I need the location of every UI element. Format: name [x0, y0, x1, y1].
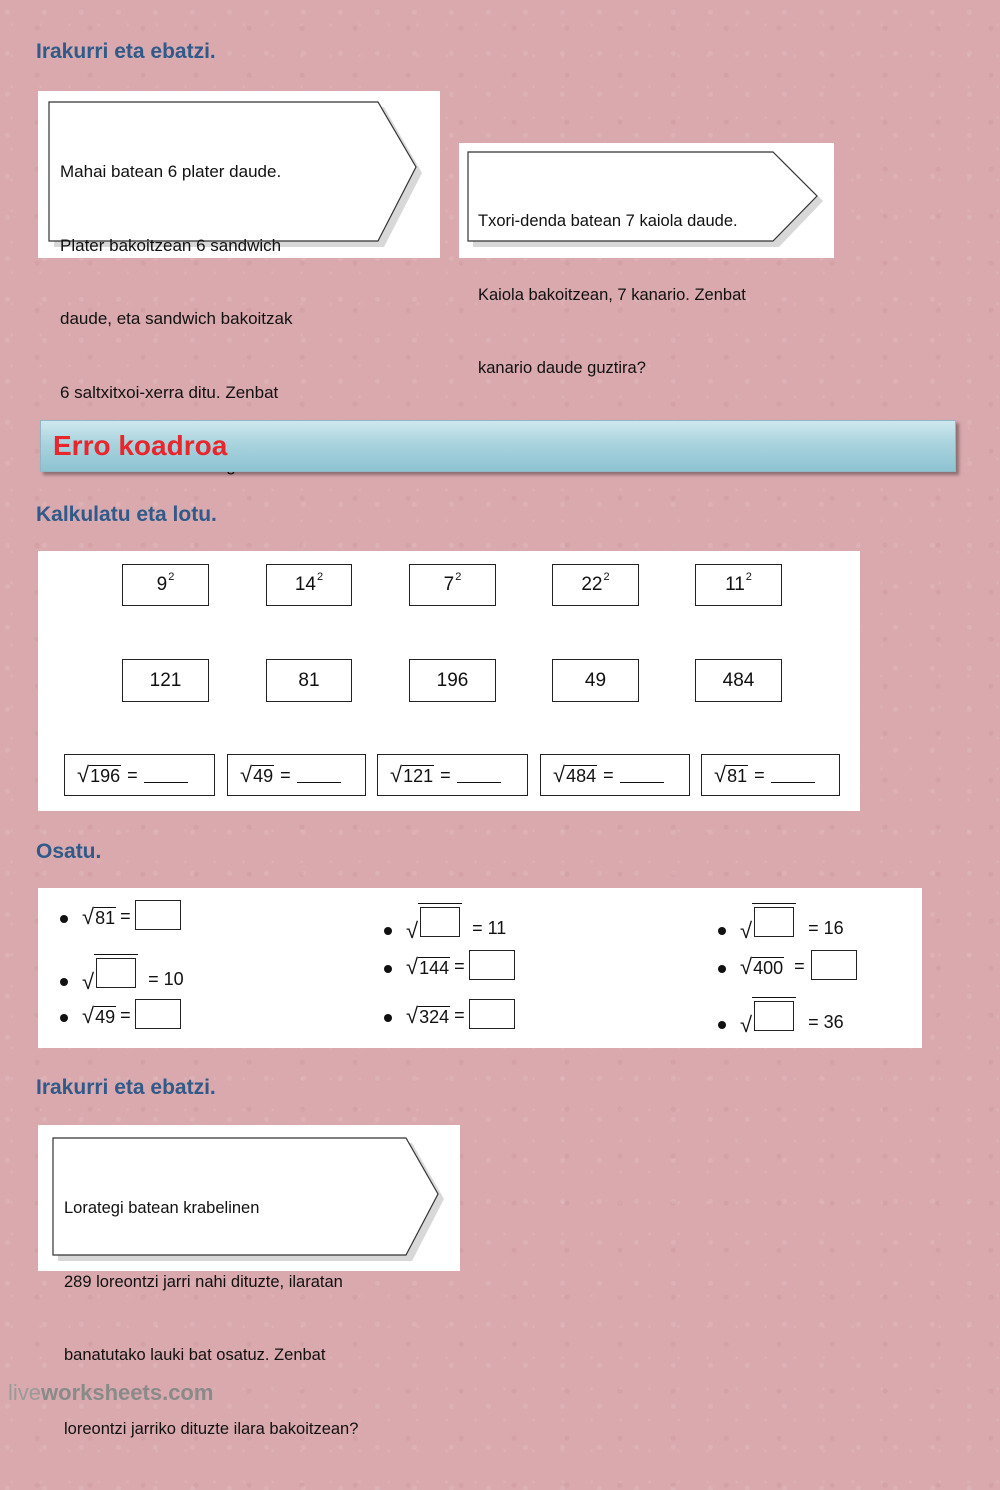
power-exponent: 2 [455, 571, 462, 583]
result-box[interactable]: 196 [409, 659, 496, 702]
exercise-item [60, 954, 184, 993]
equation-result: = 11 [472, 918, 507, 938]
radical [82, 904, 116, 930]
problem-3-line: Lorategi batean krabelinen [64, 1199, 260, 1217]
sqrt-icon: √ [82, 1003, 95, 1028]
problem-3-line: banatutako lauki bat osatuz. Zenbat [64, 1346, 326, 1364]
problem-2-text [478, 160, 746, 430]
problem-card-1 [38, 91, 440, 402]
radicand: 49 [95, 1007, 116, 1027]
power-base: 14 [294, 574, 316, 595]
bullet-icon [60, 1014, 68, 1022]
bullet-icon [718, 1021, 726, 1029]
radicand: 196 [90, 766, 121, 786]
radical [740, 903, 796, 942]
equals-sign: = [280, 764, 291, 785]
radical [553, 762, 597, 788]
radical [82, 954, 138, 993]
radicand-slot [94, 954, 138, 993]
sqrt-icon: √ [740, 918, 753, 943]
bullet-icon [718, 927, 726, 935]
radical [390, 762, 434, 788]
radicand: 121 [403, 766, 434, 786]
sqrt-icon: √ [406, 918, 419, 943]
sqrt-icon: √ [740, 1012, 753, 1037]
power-base: 9 [156, 574, 168, 595]
power-exponent: 2 [745, 571, 752, 583]
problem-3-text [64, 1147, 358, 1490]
section-heading-read-solve-2: Irakurri eta ebatzi. [36, 1076, 216, 1099]
sqrt-icon: √ [406, 1003, 419, 1028]
power-box[interactable] [695, 564, 782, 606]
radicand-slot [418, 903, 462, 942]
power-exponent: 2 [317, 571, 324, 583]
equation-result: = 10 [148, 969, 184, 989]
radical [406, 1003, 450, 1029]
root-box[interactable] [701, 754, 840, 796]
exercise-item [384, 999, 515, 1029]
radicand-slot [752, 997, 796, 1036]
logo-bold-text: worksheets [41, 1380, 163, 1405]
root-box[interactable] [377, 754, 528, 796]
section-banner [40, 420, 956, 472]
result-box[interactable]: 121 [122, 659, 209, 702]
equals-sign: = [127, 764, 138, 785]
radicand: 81 [95, 908, 116, 928]
power-base: 7 [443, 574, 455, 595]
equals-sign: = [603, 764, 614, 785]
radical [714, 762, 748, 788]
answer-blank[interactable] [144, 768, 188, 783]
sqrt-icon: √ [406, 954, 419, 979]
problem-1-line: 6 saltxitxoi-xerra ditu. Zenbat [60, 382, 279, 402]
equals-sign: = [120, 906, 131, 926]
radicand: 81 [727, 766, 748, 786]
result-box[interactable]: 49 [552, 659, 639, 702]
bullet-icon [60, 978, 68, 986]
answer-blank[interactable] [771, 768, 815, 783]
radicand-slot [752, 903, 796, 942]
logo-suffix-text: .com [162, 1380, 214, 1405]
radical [77, 762, 121, 788]
radical [82, 1003, 116, 1029]
bullet-icon [384, 965, 392, 973]
answer-input[interactable] [135, 900, 181, 930]
radicand: 400 [753, 958, 784, 978]
exercise-item [718, 950, 857, 980]
exercise-item [384, 950, 515, 980]
exercise-item [60, 900, 181, 930]
bullet-icon [384, 927, 392, 935]
power-base: 11 [725, 574, 745, 595]
sqrt-icon: √ [553, 762, 566, 787]
section-heading-complete: Osatu. [36, 840, 102, 863]
equals-sign: = [120, 1005, 131, 1025]
radicand: 144 [419, 958, 450, 978]
root-box[interactable] [64, 754, 215, 796]
equals-sign: = [440, 764, 451, 785]
bullet-icon [718, 965, 726, 973]
bullet-icon [60, 915, 68, 923]
equals-sign: = [794, 956, 805, 976]
section-heading-calculate-match: Kalkulatu eta lotu. [36, 503, 217, 526]
sqrt-icon: √ [240, 762, 253, 787]
answer-blank[interactable] [457, 768, 501, 783]
radical [740, 997, 796, 1036]
equals-sign: = [754, 764, 765, 785]
banner-title: Erro koadroa [53, 430, 228, 461]
problem-2-line: kanario daude guztira? [478, 359, 646, 377]
exercise-item [60, 999, 181, 1029]
power-box[interactable] [409, 564, 496, 606]
problem-card-2 [459, 143, 834, 377]
result-box[interactable]: 81 [266, 659, 352, 702]
exercise-item [718, 903, 844, 942]
radicand: 49 [253, 766, 274, 786]
root-box[interactable] [540, 754, 690, 796]
equals-sign: = [454, 1005, 465, 1025]
radicand: 484 [566, 766, 597, 786]
result-box[interactable]: 484 [695, 659, 782, 702]
sqrt-icon: √ [714, 762, 727, 787]
answer-input[interactable] [135, 999, 181, 1029]
problem-3-line: 289 loreontzi jarri nahi dituzte, ilaratan [64, 1272, 343, 1291]
radical [240, 762, 274, 788]
answer-input[interactable] [469, 950, 515, 980]
sqrt-icon: √ [82, 969, 95, 994]
radical [406, 903, 462, 942]
radicand: 324 [419, 1007, 450, 1027]
answer-blank[interactable] [620, 768, 664, 783]
sqrt-icon: √ [740, 954, 753, 979]
answer-input[interactable] [96, 958, 136, 988]
equation-result: = 36 [808, 1012, 844, 1032]
radical [406, 954, 450, 980]
answer-blank[interactable] [297, 768, 341, 783]
root-box[interactable] [227, 754, 366, 796]
answer-input[interactable] [420, 907, 460, 937]
power-exponent: 2 [603, 571, 610, 583]
radical [740, 954, 784, 980]
power-base: 22 [581, 574, 603, 595]
problem-3-line: loreontzi jarriko dituzte ilara bakoitzean? [64, 1419, 359, 1438]
bullet-icon [384, 1014, 392, 1022]
logo-light-text: live [8, 1380, 42, 1405]
answer-input[interactable] [469, 999, 515, 1029]
sqrt-icon: √ [77, 762, 90, 787]
equals-sign: = [454, 956, 465, 976]
answer-input[interactable] [811, 950, 857, 980]
power-box[interactable] [122, 564, 209, 606]
problem-1-line: Plater bakoitzean 6 sandwich [60, 235, 282, 255]
sqrt-icon: √ [82, 904, 95, 929]
answer-input[interactable] [754, 907, 794, 937]
equation-result: = 16 [808, 918, 844, 938]
power-exponent: 2 [168, 571, 175, 583]
problem-1-line: daude, eta sandwich bakoitzak [60, 309, 293, 328]
liveworksheets-logo[interactable] [8, 1380, 213, 1406]
power-box[interactable] [266, 564, 352, 606]
answer-input[interactable] [754, 1001, 794, 1031]
sqrt-icon: √ [390, 762, 403, 787]
power-box[interactable] [552, 564, 639, 606]
section-heading-read-solve-1: Irakurri eta ebatzi. [36, 40, 216, 63]
exercise-item [384, 903, 506, 942]
problem-1-line: Mahai batean 6 plater daude. [60, 162, 282, 181]
problem-2-line: Txori-denda batean 7 kaiola daude. [478, 212, 738, 230]
problem-2-line: Kaiola bakoitzean, 7 kanario. Zenbat [478, 285, 746, 304]
exercise-item [718, 997, 844, 1036]
